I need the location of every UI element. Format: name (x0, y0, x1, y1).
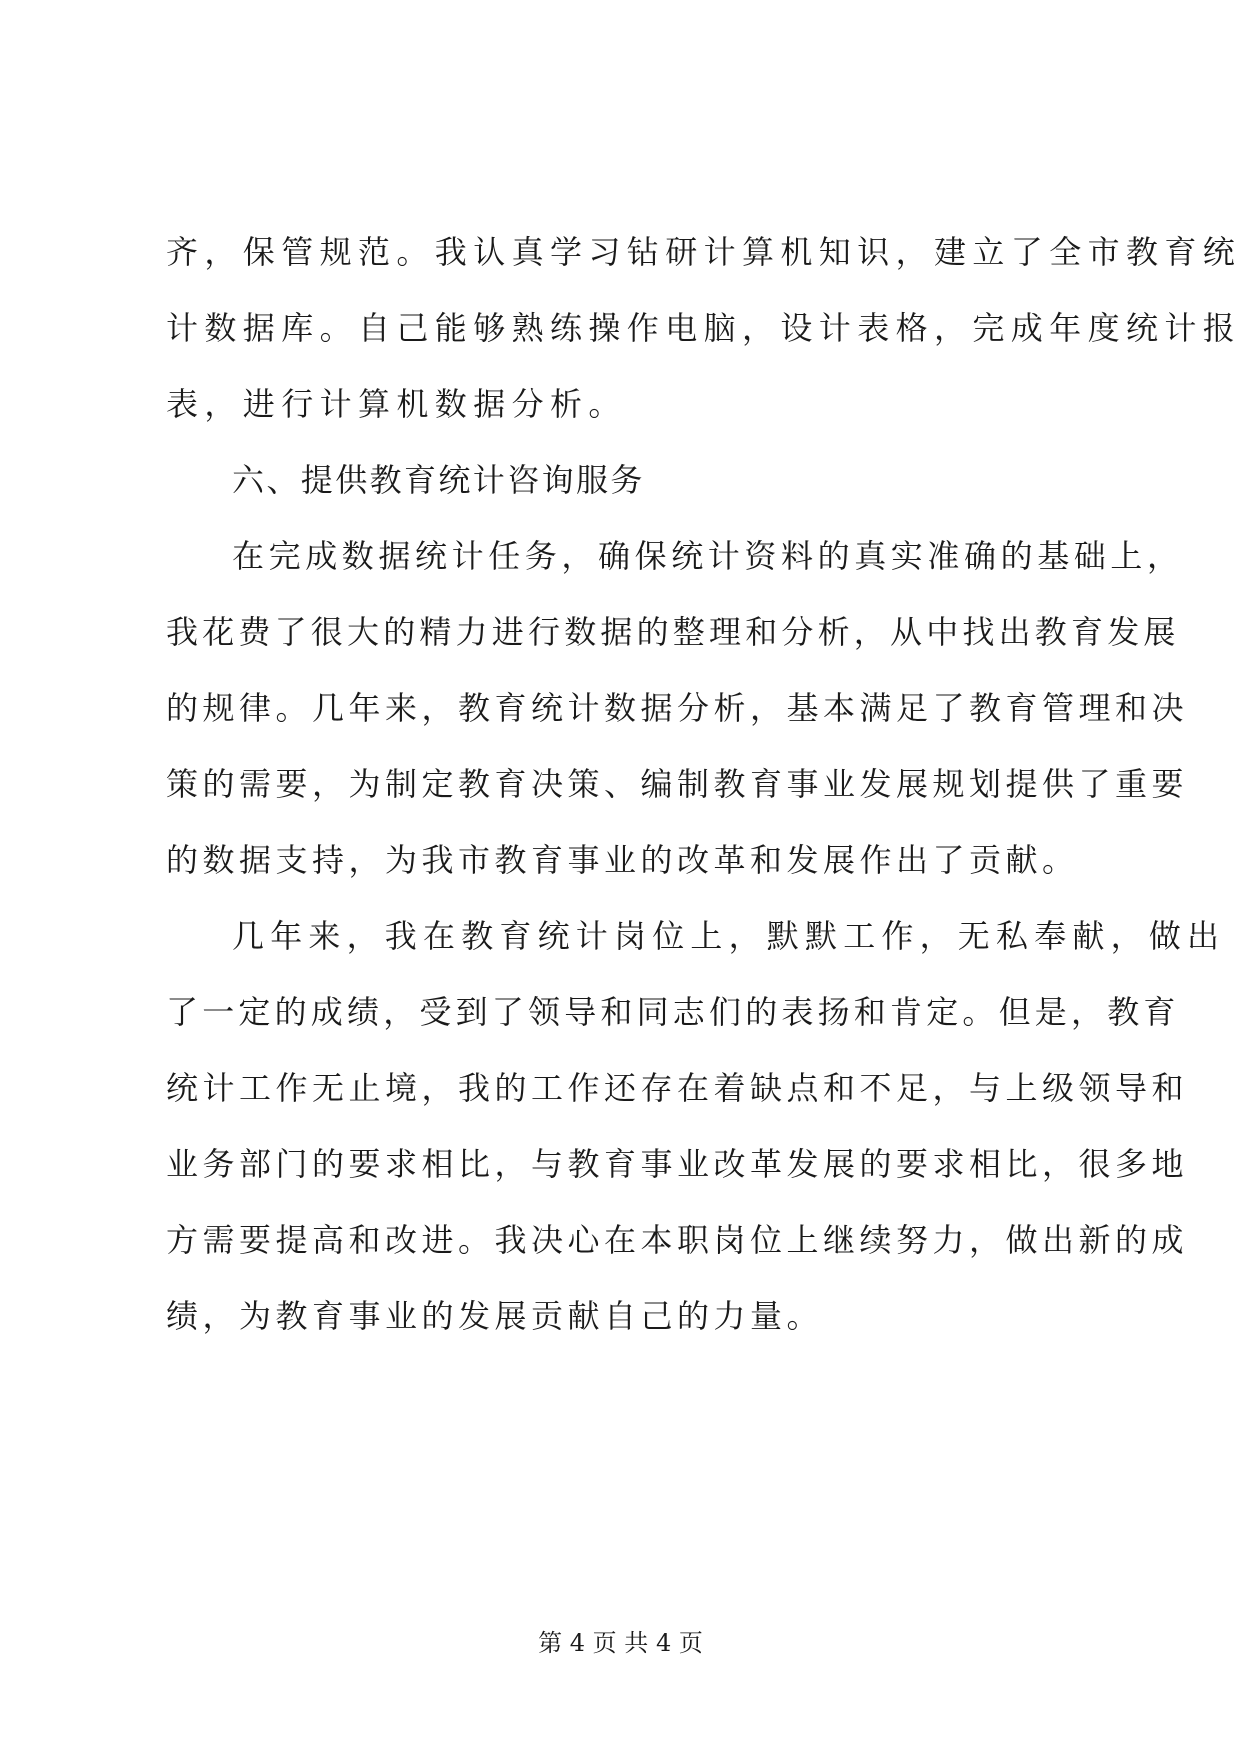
paragraph-line: 方需要提高和改进。我决心在本职岗位上继续努力，做出新的成 (166, 1221, 1189, 1259)
paragraph-line: 在完成数据统计任务，确保统计资料的真实准确的基础上， (232, 537, 1184, 575)
paragraph-line: 业务部门的要求相比，与教育事业改革发展的要求相比，很多地 (166, 1145, 1189, 1183)
document-body (166, 232, 1241, 1372)
paragraph-line: 齐，保管规范。我认真学习钻研计算机知识，建立了全市教育统 (166, 233, 1241, 271)
paragraph-line: 计数据库。自己能够熟练操作电脑，设计表格，完成年度统计报 (166, 309, 1241, 347)
paragraph-line: 了一定的成绩，受到了领导和同志们的表扬和肯定。但是，教育 (166, 993, 1180, 1031)
paragraph-line: 策的需要，为制定教育决策、编制教育事业发展规划提供了重要 (166, 765, 1189, 803)
page-footer: 第 4 页 共 4 页 (538, 1629, 703, 1657)
paragraph-line: 我花费了很大的精力进行数据的整理和分析，从中找出教育发展 (166, 613, 1180, 651)
paragraph-line: 统计工作无止境，我的工作还存在着缺点和不足，与上级领导和 (166, 1069, 1189, 1107)
paragraph-line: 的数据支持，为我市教育事业的改革和发展作出了贡献。 (166, 841, 1079, 879)
paragraph-line: 的规律。几年来，教育统计数据分析，基本满足了教育管理和决 (166, 689, 1189, 727)
paragraph-line: 几年来，我在教育统计岗位上，默默工作，无私奉献，做出 (232, 917, 1226, 955)
paragraph-line: 绩，为教育事业的发展贡献自己的力量。 (166, 1297, 824, 1335)
paragraph-line: 六、提供教育统计咨询服务 (232, 461, 645, 499)
paragraph-line: 表，进行计算机数据分析。 (166, 385, 627, 423)
